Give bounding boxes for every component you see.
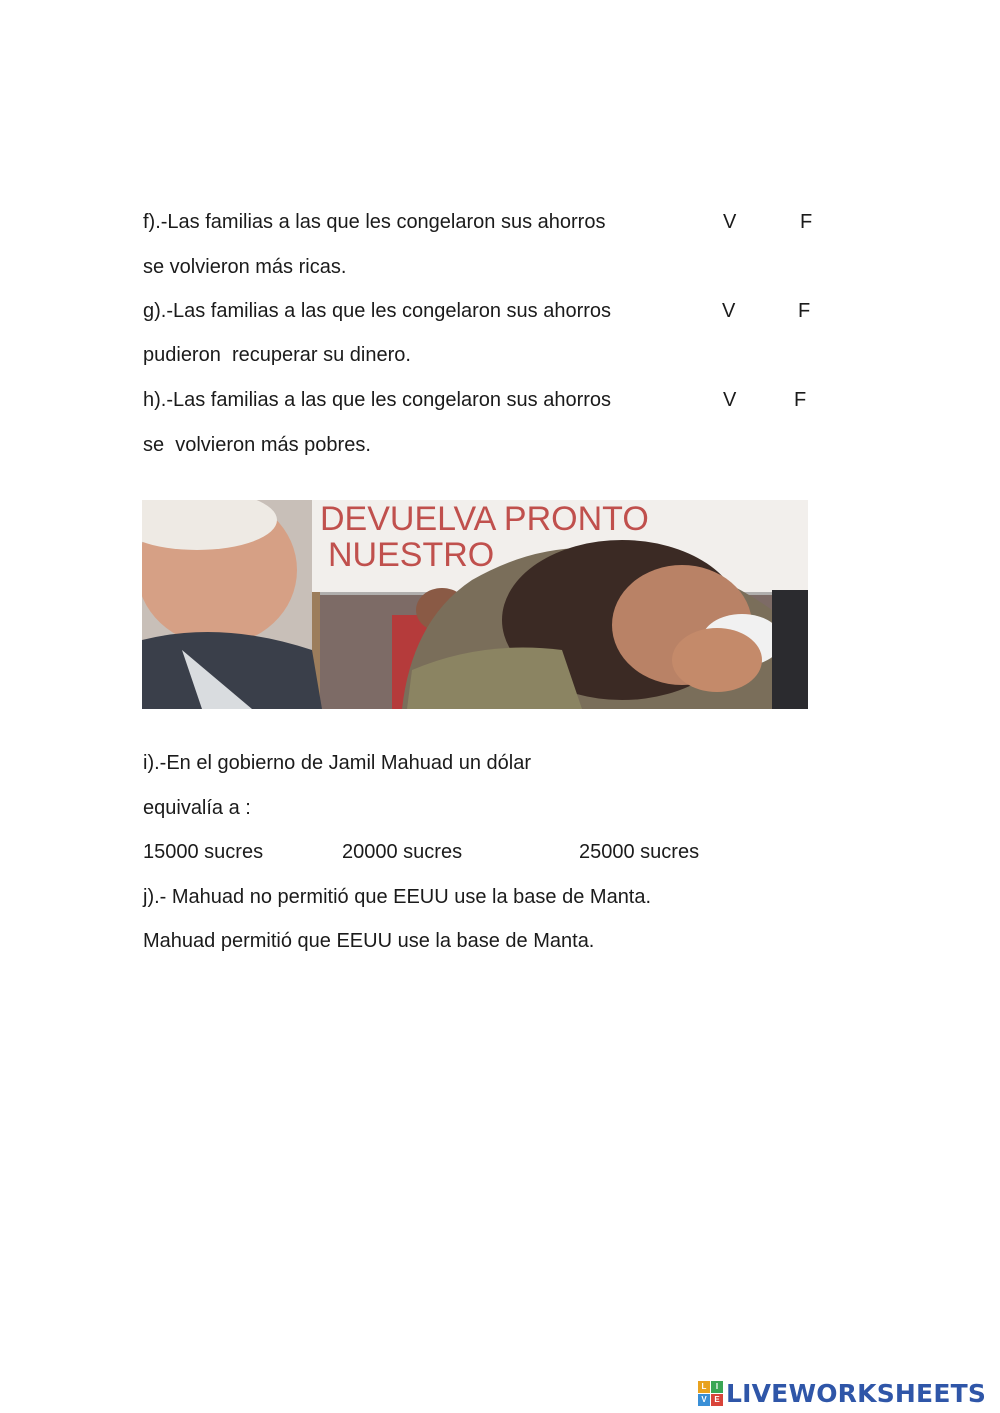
question-g-option-f[interactable]: F <box>798 300 811 322</box>
question-f-option-f[interactable]: F <box>800 211 813 233</box>
question-i-text-continued: equivalía a : <box>143 797 251 819</box>
question-h-option-v[interactable]: V <box>723 389 737 411</box>
protest-photo <box>142 500 808 709</box>
logo-mark-letter: E <box>711 1394 723 1406</box>
logo-mark-icon <box>698 1381 723 1406</box>
question-f-option-v[interactable]: V <box>723 211 737 233</box>
question-g-text: g).-Las familias a las que les congelaron sus ahorros <box>143 300 612 322</box>
question-j-option-2[interactable]: Mahuad permitió que EEUU use la base de Manta. <box>143 930 595 952</box>
logo-text: LIVEWORKSHEETS <box>726 1378 987 1408</box>
question-g-option-v[interactable]: V <box>722 300 736 322</box>
logo-mark-letter: L <box>698 1381 710 1393</box>
logo-mark-letter: I <box>711 1381 723 1393</box>
question-h-text-continued: se volvieron más pobres. <box>143 434 371 456</box>
question-h-option-f[interactable]: F <box>794 389 807 411</box>
liveworksheets-logo <box>698 1380 986 1406</box>
question-f-text: f).-Las familias a las que les congelaron sus ahorros <box>143 211 606 233</box>
question-f-text-continued: se volvieron más ricas. <box>143 256 347 278</box>
question-g-text-continued: pudieron recuperar su dinero. <box>143 344 411 366</box>
question-i-option-3[interactable]: 25000 sucres <box>579 841 700 863</box>
question-h-text: h).-Las familias a las que les congelaron sus ahorros <box>143 389 612 411</box>
question-j-option-1[interactable]: j).- Mahuad no permitió que EEUU use la base de Manta. <box>143 886 652 908</box>
sign-text-line2: NUESTRO <box>328 536 495 574</box>
question-i-option-2[interactable]: 20000 sucres <box>342 841 463 863</box>
sign-text-line1: DEVUELVA PRONTO <box>320 500 649 538</box>
logo-mark-letter: V <box>698 1394 710 1406</box>
question-i-option-1[interactable]: 15000 sucres <box>143 841 264 863</box>
question-i-text: i).-En el gobierno de Jamil Mahuad un dólar <box>143 752 531 774</box>
